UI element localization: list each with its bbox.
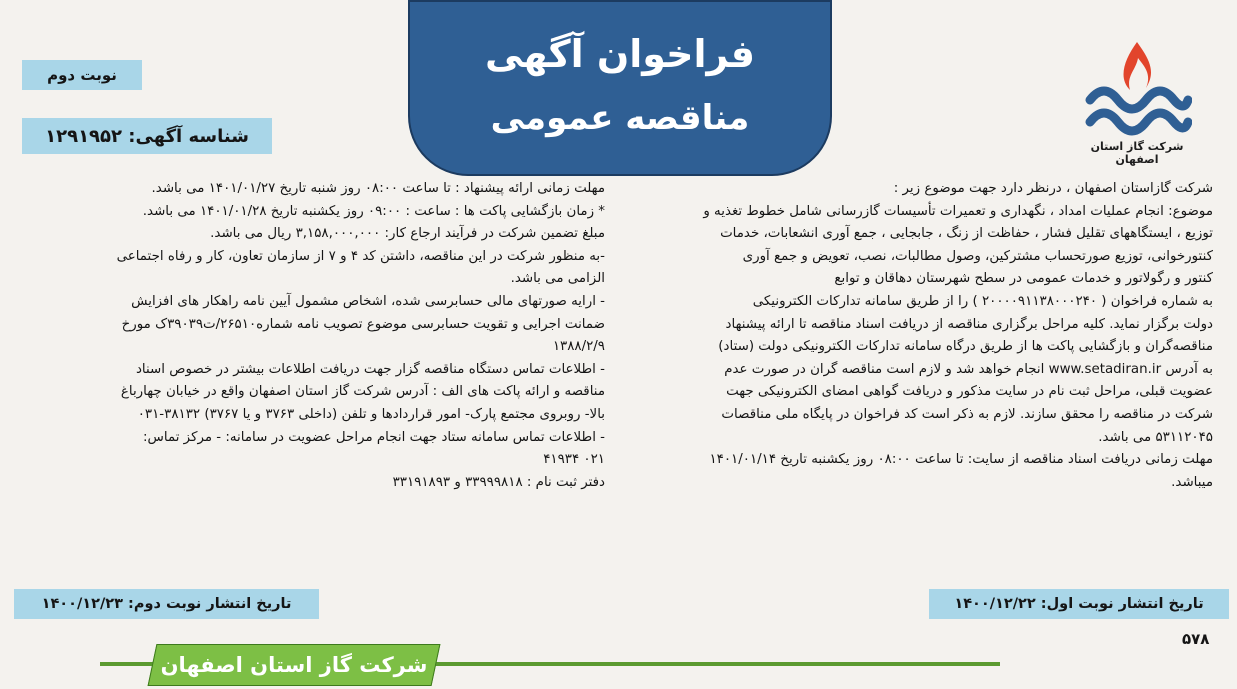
text-line: دفتر ثبت نام : ۳۳۹۹۹۸۱۸ و ۳۳۱۹۱۸۹۳ bbox=[392, 474, 605, 490]
text-line: دولت برگزار نماید. کلیه مراحل برگزاری مناقصه از دریافت اسناد مناقصه تا ارائه پیشنهاد bbox=[725, 316, 1213, 332]
text-line: کنتور و رگولاتور و خدمات عمومی در سطح شهرستان دهاقان و توابع bbox=[834, 271, 1213, 287]
text-line: - اطلاعات تماس سامانه ستاد جهت انجام مراحل عضویت در سامانه: - مرکز تماس: bbox=[143, 429, 605, 445]
ad-id-badge: شناسه آگهی: ۱۲۹۱۹۵۲ bbox=[22, 118, 272, 154]
text-line: توزیع ، ایستگاههای تقلیل فشار ، حفاظت از زنگ ، جابجایی ، جمع آوری انشعابات، خدمات bbox=[720, 226, 1213, 242]
banner-subtitle: مناقصه عمومی bbox=[490, 98, 750, 138]
text-line: ۵۳۱۱۲۰۴۵ می باشد. bbox=[1098, 429, 1213, 445]
round-badge: نوبت دوم bbox=[22, 60, 142, 90]
logo-caption: شرکت گاز استان اصفهان bbox=[1090, 140, 1184, 166]
company-logo bbox=[1072, 38, 1202, 168]
text-line: بالا- روبروی مجتمع پارک- امور قراردادها و تلفن (داخلی ۳۷۶۳ و یا ۳۷۶۷) ۳۸۱۳۲-۰۳۱ bbox=[137, 406, 605, 422]
text-line: مهلت زمانی ارائه پیشنهاد : تا ساعت ۰۸:۰۰ روز شنبه تاریخ ۱۴۰۱/۰۱/۲۷ می باشد. bbox=[151, 181, 605, 196]
text-line: - اطلاعات تماس دستگاه مناقصه گزار جهت دریافت اطلاعات بیشتر در خصوص اسناد bbox=[135, 361, 605, 377]
page-number: ۵۷۸ bbox=[1182, 630, 1210, 648]
text-line: مبلغ تضمین شرکت در فرآیند ارجاع کار: ۳,۱۵۸,۰۰۰,۰۰۰ ریال می باشد. bbox=[210, 226, 605, 242]
text-line: الزامی می باشد. bbox=[510, 271, 605, 287]
banner-title: فراخوان آگهی bbox=[484, 32, 756, 76]
text-line: شرکت گازاستان اصفهان ، درنظر دارد جهت موضوع زیر : bbox=[893, 181, 1213, 196]
left-column-text bbox=[9, 178, 605, 494]
text-line: به شماره فراخوان ( ۲۰۰۰۰۹۱۱۳۸۰۰۰۲۴۰ ) را از طریق سامانه تدارکات الکترونیکی bbox=[752, 293, 1213, 309]
right-column-text bbox=[623, 178, 1213, 494]
text-line: عضویت قبلی، مراحل ثبت نام در سایت مذکور و دریافت گواهی امضای الکترونیکی جهت bbox=[726, 384, 1213, 400]
header-banner bbox=[408, 0, 832, 176]
text-line: موضوع: انجام عملیات امداد ، نگهداری و تعمیرات تأسیسات گازرسانی شامل خطوط تغذیه و bbox=[703, 203, 1213, 219]
text-line: شرکت در مناقصه را محقق سازند. لازم به ذکر است کد فراخوان در پایگاه ملی مناقصات bbox=[721, 406, 1213, 422]
text-line: مهلت زمانی دریافت اسناد مناقصه از سایت: تا ساعت ۰۸:۰۰ روز یکشنبه تاریخ ۱۴۰۱/۰۱/۱۴ bbox=[709, 452, 1213, 468]
text-line: -به منظور شرکت در این مناقصه، داشتن کد ۴ و ۷ از سازمان تعاون، کار و رفاه اجتماعی bbox=[116, 248, 605, 264]
text-line: به آدرس www.setadiran.ir انجام خواهد شد و لازم است مناقصه گران در صورت عدم bbox=[724, 361, 1213, 377]
second-publish-date: تاریخ انتشار نوبت دوم: ۱۴۰۰/۱۲/۲۳ bbox=[14, 589, 319, 619]
text-line: کنتورخوانی، توزیع صورتحساب مشترکین، وصول مطالبات، نصب، تعویض و جمع آوری bbox=[742, 248, 1213, 264]
text-line: * زمان بازگشایی پاکت ها : ساعت : ۰۹:۰۰ روز یکشنبه تاریخ ۱۴۰۱/۰۱/۲۸ می باشد. bbox=[142, 203, 605, 219]
footer-company-banner bbox=[148, 644, 441, 686]
text-line: ۰۲۱ ۴۱۹۳۴ bbox=[543, 452, 605, 468]
first-publish-date: تاریخ انتشار نوبت اول: ۱۴۰۰/۱۲/۲۲ bbox=[929, 589, 1229, 619]
text-line: ۱۳۸۸/۲/۹ bbox=[552, 339, 605, 355]
text-line: مناقصه‌گران و بازگشایی پاکت ها از طریق درگاه سامانه تدارکات الکترونیکی دولت (ستاد) bbox=[718, 339, 1213, 355]
text-line: میباشد. bbox=[1171, 474, 1213, 490]
footer-company-name: شرکت گاز استان اصفهان bbox=[160, 653, 428, 677]
text-line: ضمانت اجرایی و تقویت حسابرسی موضوع تصویب نامه شماره۲۶۵۱۰/ت۳۹۰۳۹ک مورخ bbox=[121, 316, 605, 332]
text-line: - ارایه صورتهای مالی حسابرسی شده، اشخاص مشمول آیین نامه راهکار های افزایش bbox=[131, 293, 605, 309]
text-line: مناقصه و ارائه پاکت های الف : آدرس شرکت گاز استان اصفهان واقع در خیابان چهارباغ bbox=[120, 384, 605, 400]
gas-flame-logo-icon bbox=[1082, 38, 1192, 138]
